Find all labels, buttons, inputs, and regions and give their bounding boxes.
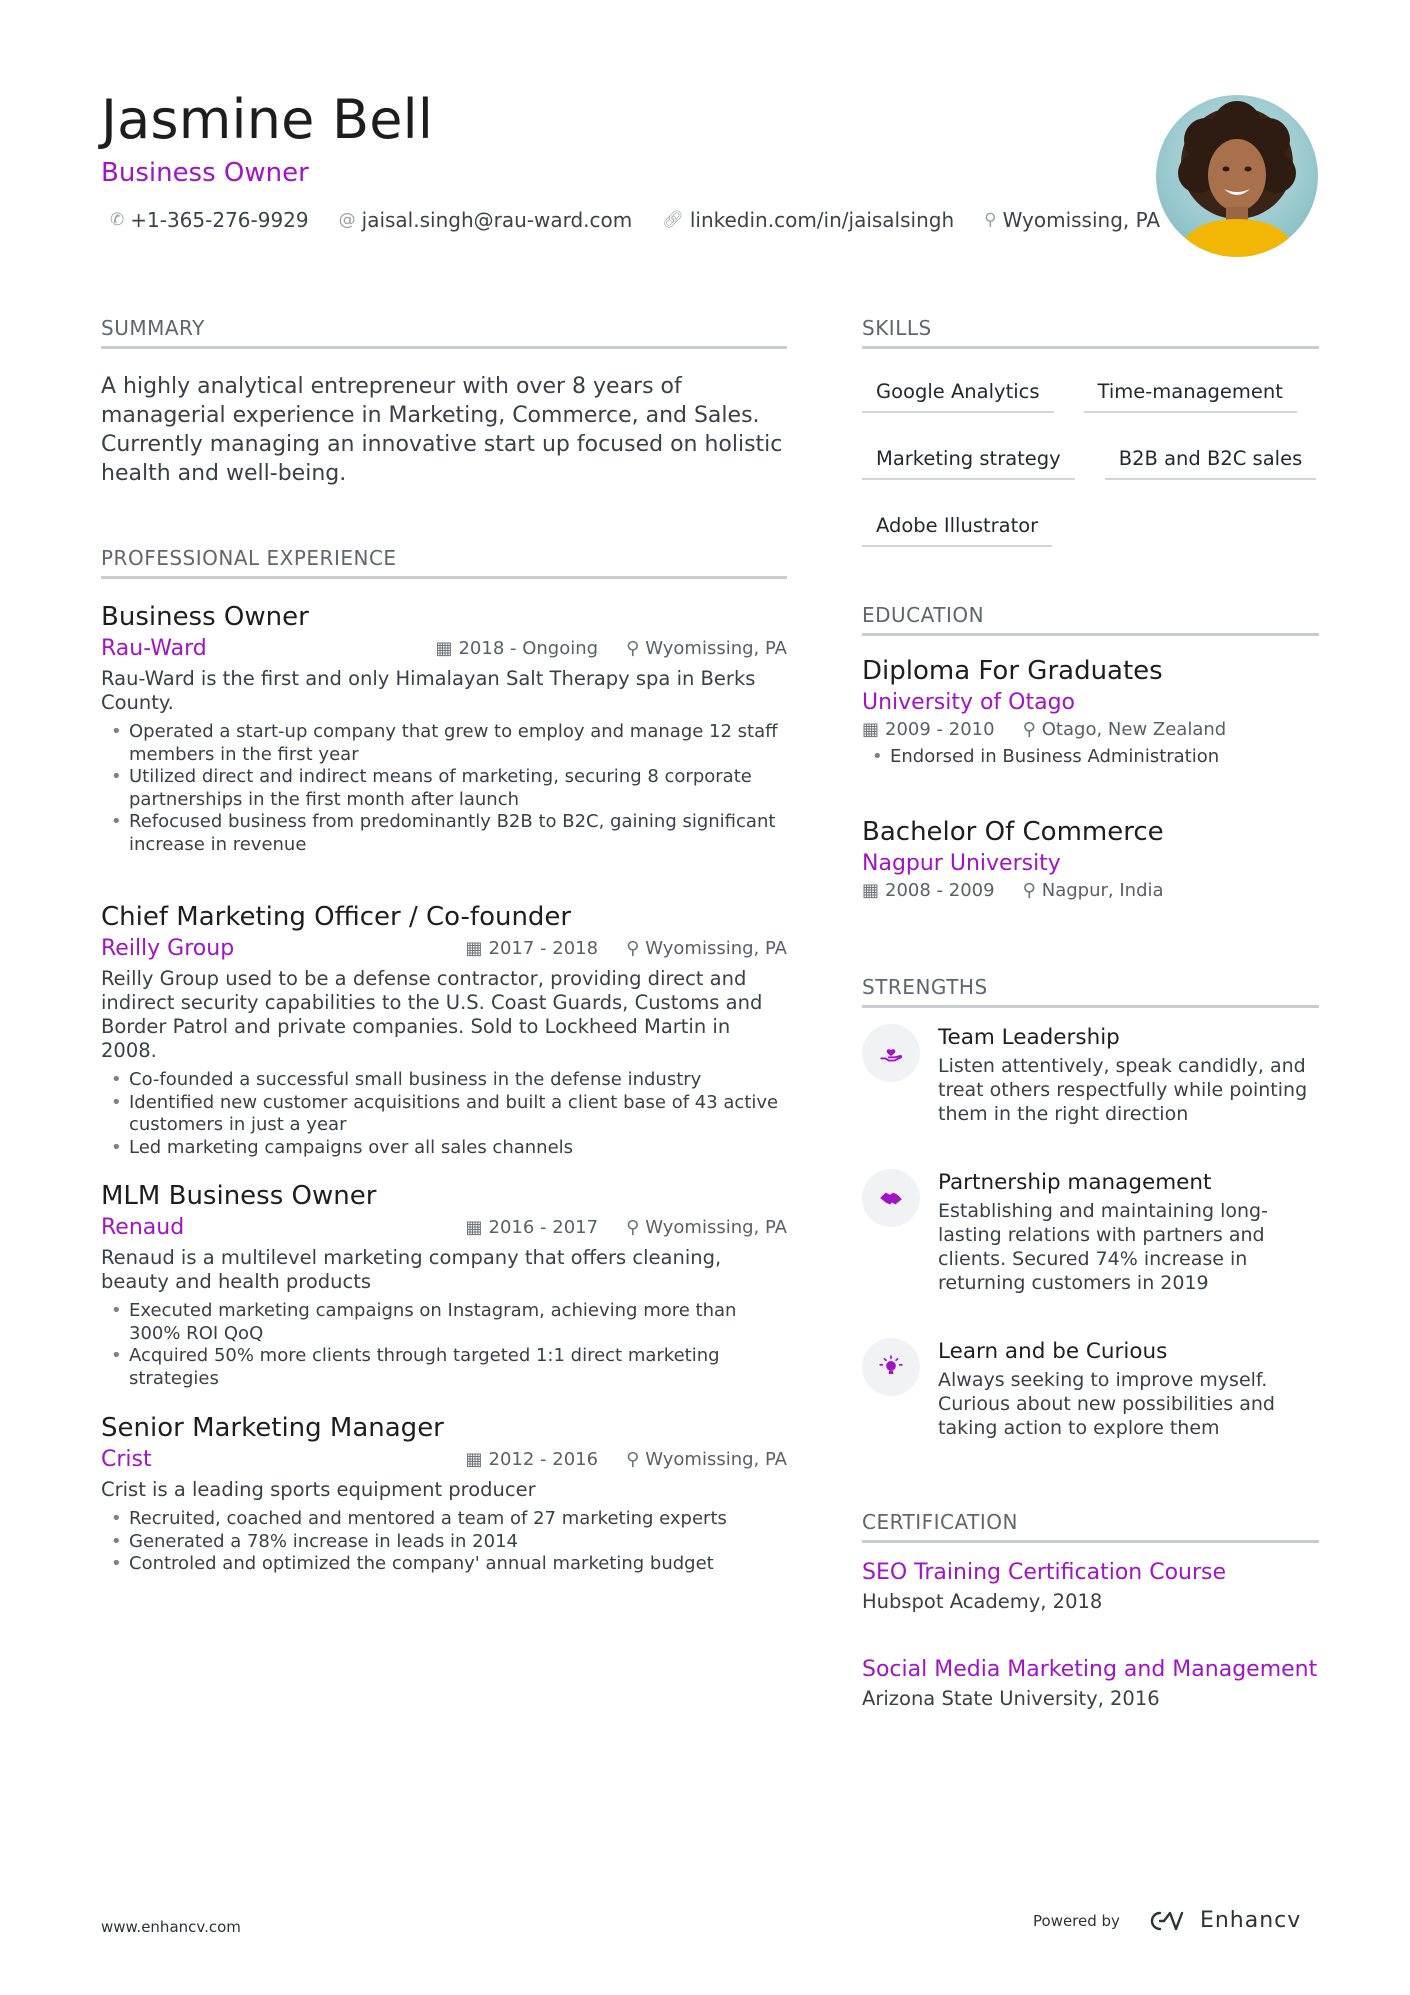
experience-item — [101, 900, 787, 1159]
school-name: University of Otago — [862, 690, 1076, 715]
bullet-item: • Operated a start-up company that grew to employ and manage 12 staff members in the first year — [101, 721, 787, 766]
calendar-icon: ▦ — [435, 638, 453, 659]
location-text: Wyomissing, PA — [1002, 208, 1161, 232]
certification-item — [862, 1655, 1322, 1710]
education-dates: 2008 - 2009 — [885, 880, 995, 901]
portrait-image — [1156, 95, 1318, 257]
education-dates: 2009 - 2010 — [885, 719, 995, 740]
link-icon: 🔗︎ — [662, 210, 684, 230]
section-title-summary: SUMMARY — [101, 316, 787, 349]
linkedin-text: linkedin.com/in/jaisalsingh — [689, 208, 955, 232]
bullet-item: • Recruited, coached and mentored a team of 27 marketing experts — [101, 1508, 787, 1531]
section-title-skills: SKILLS — [862, 316, 1319, 349]
certification-title: Social Media Marketing and Management — [862, 1657, 1318, 1682]
location-pin-icon: ⚲ — [1022, 719, 1036, 740]
job-title: Senior Marketing Manager — [101, 1413, 444, 1443]
company-name: Crist — [101, 1447, 152, 1472]
powered-by-label: Powered by — [1033, 1911, 1120, 1930]
strength-item — [862, 1169, 1322, 1295]
job-title: Business Owner — [101, 602, 309, 632]
calendar-icon: ▦ — [465, 1449, 483, 1470]
contact-email[interactable] — [339, 208, 633, 232]
contact-bar — [110, 208, 1160, 232]
phone-text: +1-365-276-9929 — [130, 208, 309, 232]
hand-heart-icon — [862, 1024, 920, 1082]
job-title: Chief Marketing Officer / Co-founder — [101, 902, 572, 932]
summary-text: A highly analytical entrepreneur with over 8 years of managerial experience in Marketing, Commerce, and Sales. Currently managing an innovative start up focused on holistic health and well-being. — [101, 374, 783, 486]
job-dates: 2016 - 2017 — [488, 1217, 599, 1238]
job-description: Rau-Ward is the first and only Himalayan Salt Therapy spa in Berks County. — [101, 667, 756, 714]
candidate-role: Business Owner — [101, 158, 309, 188]
location-pin-icon: ⚲ — [626, 638, 640, 659]
education-item — [862, 815, 1319, 901]
skill-tag: Time-management — [1084, 372, 1297, 413]
school-name: Nagpur University — [862, 851, 1061, 876]
strength-item — [862, 1024, 1322, 1126]
job-dates: 2012 - 2016 — [488, 1449, 599, 1470]
calendar-icon: ▦ — [465, 938, 483, 959]
bullet-item: • Executed marketing campaigns on Instagram, achieving more than 300% ROI QoQ — [101, 1300, 787, 1345]
experience-item — [101, 600, 787, 856]
experience-item — [101, 1411, 787, 1576]
bullet-item: • Generated a 78% increase in leads in 2014 — [101, 1531, 787, 1554]
enhancv-logo-icon — [1144, 1909, 1190, 1933]
skill-tag: Adobe Illustrator — [862, 506, 1052, 547]
skill-tag: Marketing strategy — [862, 439, 1075, 480]
education-location: Otago, New Zealand — [1041, 719, 1227, 740]
calendar-icon: ▦ — [465, 1217, 483, 1238]
bullet-item: • Co-founded a successful small business in the defense industry — [101, 1069, 787, 1092]
handshake-icon — [862, 1169, 920, 1227]
education-location: Nagpur, India — [1041, 880, 1164, 901]
certification-issuer: Hubspot Academy, 2018 — [862, 1590, 1103, 1613]
strength-description: Establishing and maintaining long-lasting relations with partners and clients. Secured 74% increase in returning customers in 2019 — [938, 1200, 1268, 1294]
email-text: jaisal.singh@rau-ward.com — [361, 208, 633, 232]
section-title-education: EDUCATION — [862, 603, 1319, 636]
calendar-icon: ▦ — [862, 880, 880, 901]
company-name: Renaud — [101, 1215, 185, 1240]
contact-location — [984, 208, 1160, 232]
job-description: Renaud is a multilevel marketing company that offers cleaning, beauty and health products — [101, 1246, 722, 1293]
education-item — [862, 654, 1319, 769]
bullet-item: • Acquired 50% more clients through targeted 1:1 direct marketing strategies — [101, 1345, 787, 1390]
location-pin-icon: ⚲ — [626, 938, 640, 959]
job-description: Crist is a leading sports equipment producer — [101, 1478, 536, 1501]
contact-linkedin[interactable] — [662, 208, 954, 232]
section-title-experience: PROFESSIONAL EXPERIENCE — [101, 546, 787, 579]
lightbulb-icon — [862, 1338, 920, 1396]
strength-title: Team Leadership — [938, 1025, 1120, 1050]
job-description: Reilly Group used to be a defense contractor, providing direct and indirect security capabilities to the U.S. Coast Guards, Customs and Border Patrol and private companies. Sold to Lockheed Martin in 2008. — [101, 967, 763, 1062]
strength-description: Listen attentively, speak candidly, and treat others respectfully while pointing them in the right direction — [938, 1055, 1308, 1125]
section-title-certification: CERTIFICATION — [862, 1510, 1319, 1543]
strength-title: Learn and be Curious — [938, 1339, 1168, 1364]
company-name: Rau-Ward — [101, 636, 207, 661]
education-bullets — [862, 746, 1319, 769]
job-title: MLM Business Owner — [101, 1181, 377, 1211]
experience-item — [101, 1179, 787, 1390]
job-dates: 2018 - Ongoing — [458, 638, 599, 659]
bullet-item: • Led marketing campaigns over all sales channels — [101, 1137, 787, 1160]
calendar-icon: ▦ — [862, 719, 880, 740]
contact-phone[interactable] — [110, 208, 309, 232]
job-bullets — [101, 721, 787, 856]
brand-logo[interactable] — [1144, 1908, 1301, 1933]
bullet-item: • Utilized direct and indirect means of marketing, securing 8 corporate partnerships in the first month after launch — [101, 766, 787, 811]
bullet-item: • Refocused business from predominantly B2B to B2C, gaining significant increase in revenue — [101, 811, 787, 856]
job-bullets — [101, 1508, 787, 1576]
certification-issuer: Arizona State University, 2016 — [862, 1687, 1160, 1710]
location-pin-icon: ⚲ — [1022, 880, 1036, 901]
job-location: Wyomissing, PA — [645, 938, 787, 959]
skill-tag: B2B and B2C sales — [1105, 439, 1317, 480]
footer-website-link[interactable]: www.enhancv.com — [101, 1918, 241, 1936]
bullet-item: • Controled and optimized the company' annual marketing budget — [101, 1553, 787, 1576]
phone-icon: ✆ — [110, 210, 125, 230]
location-pin-icon: ⚲ — [626, 1217, 640, 1238]
strength-title: Partnership management — [938, 1170, 1212, 1195]
skills-list — [862, 372, 1322, 573]
location-pin-icon: ⚲ — [626, 1449, 640, 1470]
skill-tag: Google Analytics — [862, 372, 1054, 413]
bullet-item: • Identified new customer acquisitions and built a client base of 43 active customers in just a year — [101, 1092, 787, 1137]
job-location: Wyomissing, PA — [645, 1449, 787, 1470]
company-name: Reilly Group — [101, 936, 235, 961]
footer-branding — [1033, 1908, 1301, 1933]
job-bullets — [101, 1069, 787, 1159]
strength-item — [862, 1338, 1322, 1440]
job-bullets — [101, 1300, 787, 1390]
certification-title: SEO Training Certification Course — [862, 1560, 1227, 1585]
job-dates: 2017 - 2018 — [488, 938, 599, 959]
degree-title: Diploma For Graduates — [862, 656, 1163, 686]
avatar — [1156, 95, 1318, 257]
certification-item — [862, 1558, 1322, 1613]
location-pin-icon: ⚲ — [984, 210, 997, 230]
brand-name: Enhancv — [1199, 1908, 1302, 1933]
job-location: Wyomissing, PA — [645, 638, 787, 659]
section-title-strengths: STRENGTHS — [862, 975, 1319, 1008]
bullet-item: • Endorsed in Business Administration — [862, 746, 1319, 769]
degree-title: Bachelor Of Commerce — [862, 817, 1164, 847]
job-location: Wyomissing, PA — [645, 1217, 787, 1238]
at-icon: @ — [338, 210, 356, 230]
candidate-name: Jasmine Bell — [101, 88, 434, 151]
strength-description: Always seeking to improve myself. Curious about new possibilities and taking action to explore them — [938, 1369, 1275, 1439]
